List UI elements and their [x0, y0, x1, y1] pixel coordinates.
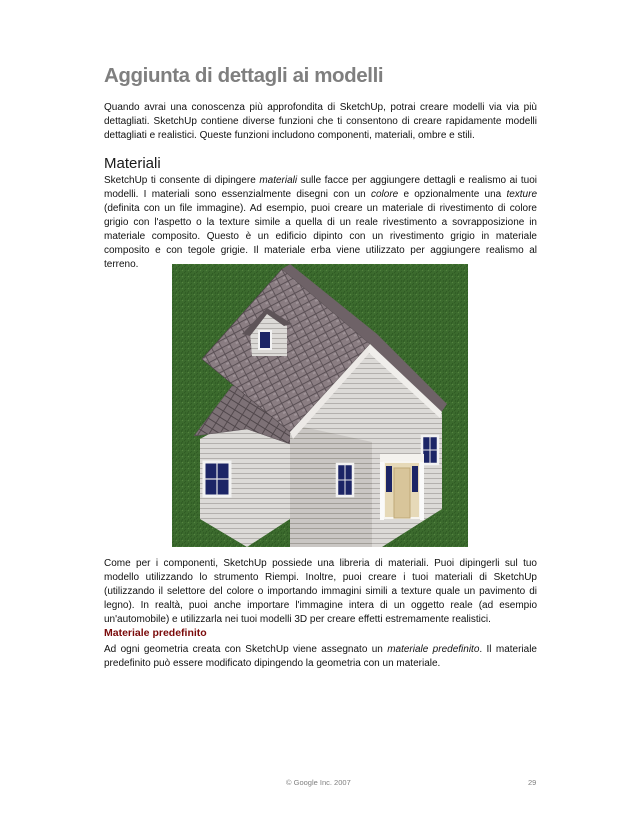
- library-paragraph: Come per i componenti, SketchUp possiede una libreria di materiali. Puoi dipingerli sul tuo modello utilizzando lo strumento Riempi. Inoltre, puoi creare i tuoi materiali di SketchUp (utilizzando il selettore del colore o importando immagini simili a texture quale un pavimento di legno). In realtà, puoi anche importare l'immagine intera di un oggetto reale (ad esempio un'automobile) e utilizzarla nei tuoi modelli 3D per creare effetti estremamente realistici.: [104, 558, 537, 625]
- page-number: 29: [528, 778, 537, 787]
- text-run: (definita con un file immagine). Ad esempio, puoi creare un materiale di rivestimento di colore grigio con l'aspetto o la texture simile a quella di un reale rivestimento a sovrapposizione in materiale composito. Questo è un edificio dipinto con un rivestimento grigio in materiale composito e con tegole grigie. Il materiale erba viene utilizzato per aggiungere realismo al terreno.: [104, 203, 537, 270]
- emphasis-texture: texture: [506, 189, 538, 200]
- page-title: Aggiunta di dettagli ai modelli: [104, 64, 384, 87]
- text-run: sulle facce per aggiungere dettagli e realismo ai tuoi modelli. I materiali sono essenzialmente disegni con un: [104, 175, 537, 200]
- section-title-materiali: Materiali: [104, 155, 161, 172]
- window-icon: [422, 436, 438, 464]
- emphasis-colore: colore: [370, 189, 399, 200]
- window-icon: [337, 464, 353, 496]
- materials-paragraph: [104, 174, 537, 272]
- window-icon: [204, 462, 230, 496]
- default-material-paragraph: [104, 643, 537, 671]
- emphasis-materiali: materiali: [259, 175, 298, 186]
- text-run: Ad ogni geometria creata con SketchUp viene assegnato un: [104, 644, 388, 655]
- text-run: . Il materiale predefinito può essere modificato dipingendo la geometria con un materiale.: [104, 644, 537, 669]
- text-run: e opzionalmente una: [398, 189, 507, 200]
- text-run: SketchUp ti consente di dipingere: [104, 175, 260, 186]
- section-title-materiale-predefinito: Materiale predefinito: [104, 627, 207, 639]
- door-icon: [380, 454, 424, 520]
- footer-copyright: © Google Inc. 2007: [286, 778, 351, 787]
- intro-paragraph: Quando avrai una conoscenza più approfondita di SketchUp, potrai creare modelli via via più dettagliati. SketchUp contiene diverse funzioni che ti consentono di creare rapidamente modelli dettagliati e realistici. Queste funzioni includono componenti, materiali, ombre e stili.: [104, 102, 537, 141]
- house-model-illustration: [172, 264, 468, 547]
- emphasis-materiale-predefinito: materiale predefinito: [387, 644, 480, 655]
